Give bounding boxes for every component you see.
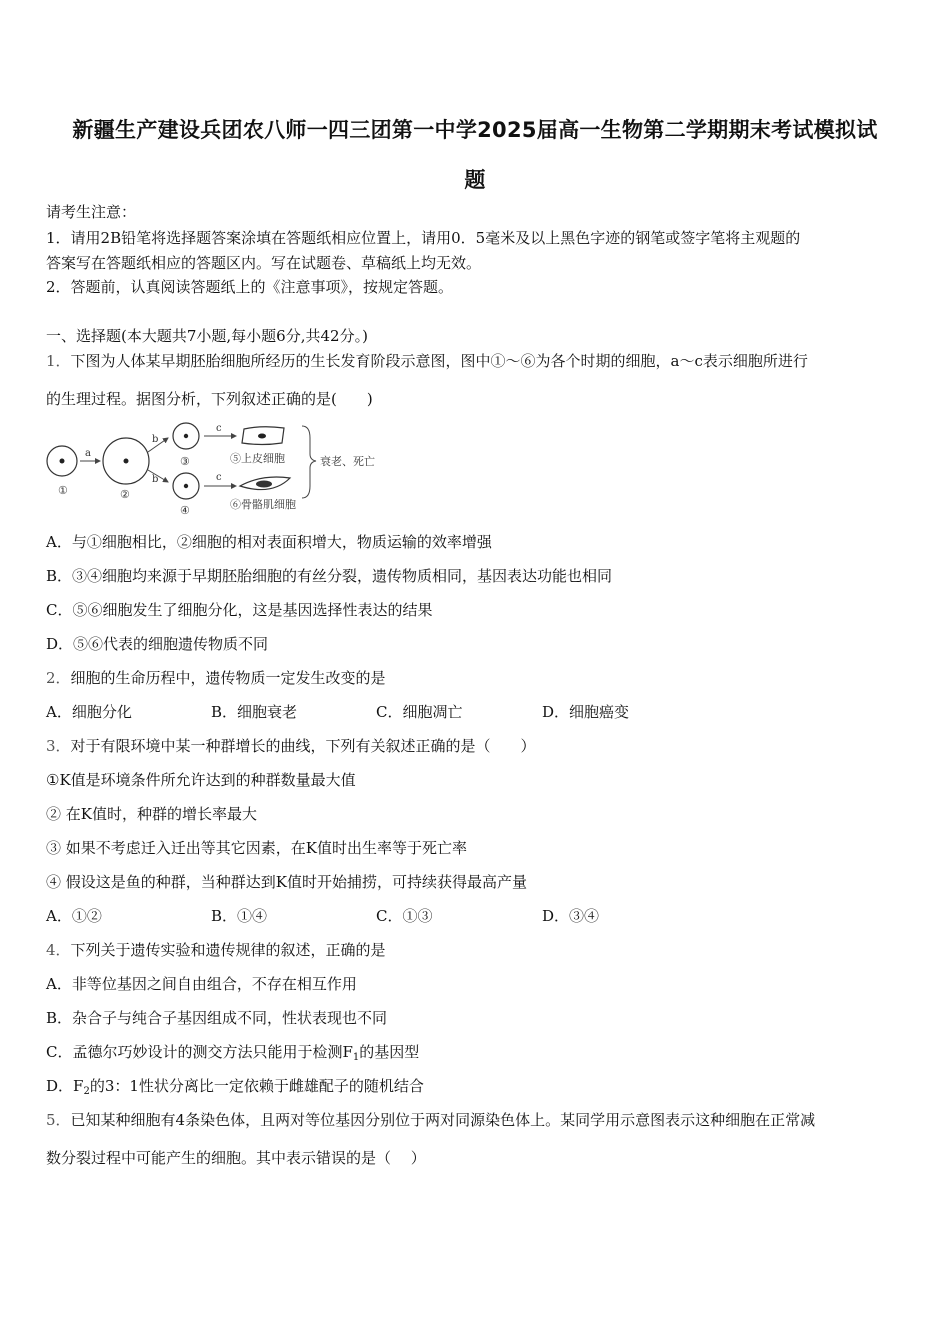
label-2: ②: [120, 488, 130, 501]
q2-option-b[interactable]: B．细胞衰老: [211, 703, 298, 721]
q2-stem: [46, 668, 916, 688]
q2-option-c[interactable]: C．细胞凋亡: [376, 703, 463, 721]
label-4: ④: [180, 504, 190, 516]
q5-stem-line1: [46, 1110, 916, 1130]
q5-number: 5．: [46, 1111, 71, 1129]
q3-option-d[interactable]: D．③④: [542, 907, 600, 925]
q4-stem: [46, 940, 916, 960]
q4-option-c-tail: 的基因型: [359, 1043, 420, 1061]
arrow-c-up-label: c: [216, 423, 222, 434]
q4-option-b[interactable]: B．杂合子与纯合子基因组成不同，性状表现也不同: [46, 1009, 388, 1027]
q2-option-d[interactable]: D．细胞癌变: [542, 703, 630, 721]
q3-statement-4: ④ 假设这是鱼的种群，当种群达到K值时开始捕捞，可持续获得最高产量: [46, 873, 527, 891]
q1-stem-text: 下图为人体某早期胚胎细胞所经历的生长发育阶段示意图，图中①～⑥为各个时期的细胞，a～c表示细胞所进行: [70, 352, 808, 370]
q4-option-c[interactable]: [46, 1042, 916, 1068]
q3-option-b[interactable]: B．①④: [211, 907, 268, 925]
exam-title-line1: 新疆生产建设兵团农八师一四三团第一中学2025届高一生物第二学期期末考试模拟试: [72, 118, 878, 142]
cell-6-label: ⑥骨骼肌细胞: [230, 498, 296, 511]
q5-stem-line2: 数分裂过程中可能产生的细胞。其中表示错误的是（ ）: [46, 1149, 426, 1167]
brace: [302, 426, 316, 498]
q4-option-c-subscript: 1: [352, 1052, 360, 1063]
label-1: ①: [58, 484, 68, 497]
arrow-b-down-label: b: [152, 474, 159, 485]
q4-option-d[interactable]: [46, 1076, 916, 1102]
notice-item1-line2: 答案写在答题纸相应的答题区内。写在试题卷、草稿纸上均无效。: [46, 254, 482, 272]
q4-option-c-text: C．孟德尔巧妙设计的测交方法只能用于检测F: [46, 1043, 353, 1061]
q1-option-d[interactable]: D．⑤⑥代表的细胞遗传物质不同: [46, 635, 269, 653]
q1-stem-line2: 的生理过程。据图分析，下列叙述正确的是( ): [46, 390, 373, 408]
cell-4: [173, 473, 199, 499]
arrow-a-label: a: [85, 448, 91, 459]
arrow-c-down-label: c: [216, 472, 222, 483]
q3-statement-3: ③ 如果不考虑迁入迁出等其它因素，在K值时出生率等于死亡率: [46, 839, 467, 857]
exam-title-line2: 题: [464, 168, 486, 192]
cell-2: [103, 438, 149, 484]
cell-1: [47, 446, 77, 476]
notice-item2: 2．答题前，认真阅读答题纸上的《注意事项》，按规定答题。: [46, 278, 454, 296]
q3-option-a[interactable]: A．①②: [46, 907, 102, 925]
q2-number: 2．: [46, 669, 71, 687]
q3-number: 3．: [46, 737, 71, 755]
cell-3: [173, 423, 199, 449]
q1-option-a[interactable]: A．与①细胞相比，②细胞的相对表面积增大，物质运输的效率增强: [46, 533, 492, 551]
notice-heading: 请考生注意：: [46, 203, 137, 221]
notice-item1-line1: 1．请用2B铅笔将选择题答案涂填在答题纸相应位置上，请用0．5毫米及以上黑色字迹的钢笔或签字笔将主观题的: [46, 229, 801, 247]
q3-stem-text: 对于有限环境中某一种群增长的曲线，下列有关叙述正确的是（ ）: [70, 737, 536, 755]
q3-statement-1: ①K值是环境条件所允许达到的种群数量最大值: [46, 771, 356, 789]
q4-option-a[interactable]: A．非等位基因之间自由组合，不存在相互作用: [46, 975, 357, 993]
q2-option-a[interactable]: A．细胞分化: [46, 703, 132, 721]
arrow-b-up-label: b: [152, 434, 159, 445]
q1-option-c[interactable]: C．⑤⑥细胞发生了细胞分化，这是基因选择性表达的结果: [46, 601, 433, 619]
q3-stem: [46, 736, 916, 756]
q4-option-d-subscript: 2: [83, 1086, 90, 1097]
q1-number: 1．: [46, 352, 71, 370]
q3-option-c[interactable]: C．①③: [376, 907, 433, 925]
q4-number: 4．: [46, 941, 71, 959]
q1-stem-line1: [46, 351, 916, 371]
q4-option-d-tail: 的3：1性状分离比一定依赖于雌雄配子的随机结合: [89, 1077, 424, 1095]
q4-option-d-text: D．F: [46, 1077, 84, 1095]
q2-stem-text: 细胞的生命历程中，遗传物质一定发生改变的是: [70, 669, 386, 687]
q1-option-b[interactable]: B．③④细胞均来源于早期胚胎细胞的有丝分裂，遗传物质相同，基因表达功能也相同: [46, 567, 613, 585]
label-3: ③: [180, 455, 190, 468]
q1-cell-diagram: [40, 416, 390, 516]
section-heading: 一、选择题(本大题共7小题,每小题6分,共42分。): [46, 327, 368, 345]
fate-label: 衰老、死亡: [320, 455, 375, 468]
cell-5-label: ⑤上皮细胞: [230, 452, 285, 465]
cell-5-epithelial: [242, 427, 284, 445]
cell-6-muscle: [240, 477, 290, 490]
q4-stem-text: 下列关于遗传实验和遗传规律的叙述，正确的是: [70, 941, 386, 959]
q3-statement-2: ② 在K值时，种群的增长率最大: [46, 805, 257, 823]
q5-stem-text: 已知某种细胞有4条染色体，且两对等位基因分别位于两对同源染色体上。某同学用示意图表示这种细胞在正常减: [70, 1111, 816, 1129]
